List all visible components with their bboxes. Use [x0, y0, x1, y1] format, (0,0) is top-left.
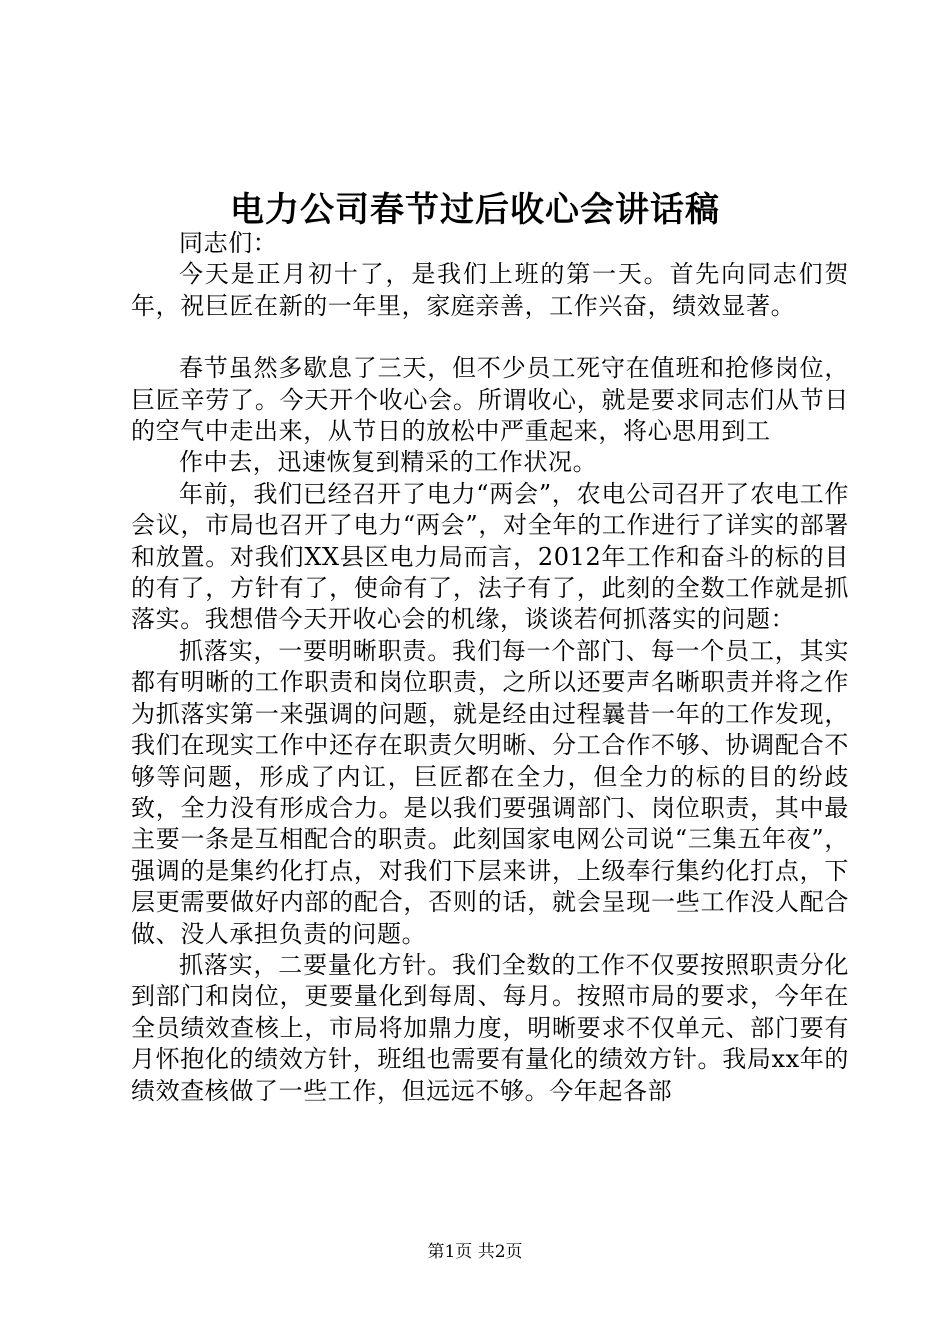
document-title: 电力公司春节过后收心会讲话稿: [230, 190, 720, 230]
paragraph-year-plan: 年前，我们已经召开了电力“两会”，农电公司召开了农电工作会议，市局也召开了电力“两会”，对全年的工作进行了详实的部署和放置。对我们XX县区电力局而言，2012年工作和奋斗的标的目的有了，方针有了，使命有了，法子有了，此刻的全数工作就是抓落实。我想借今天开收心会的机缘，谈谈若何抓落实的问题：: [131, 479, 849, 634]
paragraph-quantify-goals: 抓落实，二要量化方针。我们全数的工作不仅要按照职责分化到部门和岗位，更要量化到每周、每月。按照市局的要求，今年在全员绩效查核上，市局将加鼎力度，明晰要求不仅单元、部门要有月怀抱化的绩效方针，班组也需要有量化的绩效方针。我局xx年的绩效查核做了一些工作，但远远不够。今年起各部: [131, 950, 849, 1105]
paragraph-holiday: 春节虽然多歇息了三天，但不少员工死守在值班和抢修岗位，巨匠辛劳了。今天开个收心会。所谓收心，就是要求同志们从节日的空气中走出来，从节日的放松中严重起来，将心思用到工: [131, 354, 849, 446]
paragraph-clarify-duties: 抓落实，一要明晰职责。我们每一个部门、每一个员工，其实都有明晰的工作职责和岗位职责，之所以还要声名晰职责并将之作为抓落实第一来强调的问题，就是经由过程曩昔一年的工作发现，我们在现实工作中还存在职责欠明晰、分工合作不够、协调配合不够等问题，形成了内讧，巨匠都在全力，但全力的标的目的纷歧致，全力没有形成合力。是以我们要强调部门、岗位职责，其中最主要一条是互相配合的职责。此刻国家电网公司说“三集五年夜”，强调的是集约化打点，对我们下层来讲，上级奉行集约化打点，下层更需要做好内部的配合，否则的话，就会呈现一些工作没人配合做、没人承担负责的问题。: [131, 636, 849, 948]
page-footer: 第1页 共2页: [427, 1242, 523, 1262]
paragraph-salutation: 同志们：: [179, 229, 278, 257]
paragraph-holiday-continued: 作中去，迅速恢复到精采的工作状况。: [179, 448, 598, 477]
paragraph-greeting: 今天是正月初十了，是我们上班的第一天。首先向同志们贺年，祝巨匠在新的一年里，家庭亲善，工作兴奋，绩效显著。: [131, 260, 849, 320]
document-body: [131, 228, 849, 1107]
